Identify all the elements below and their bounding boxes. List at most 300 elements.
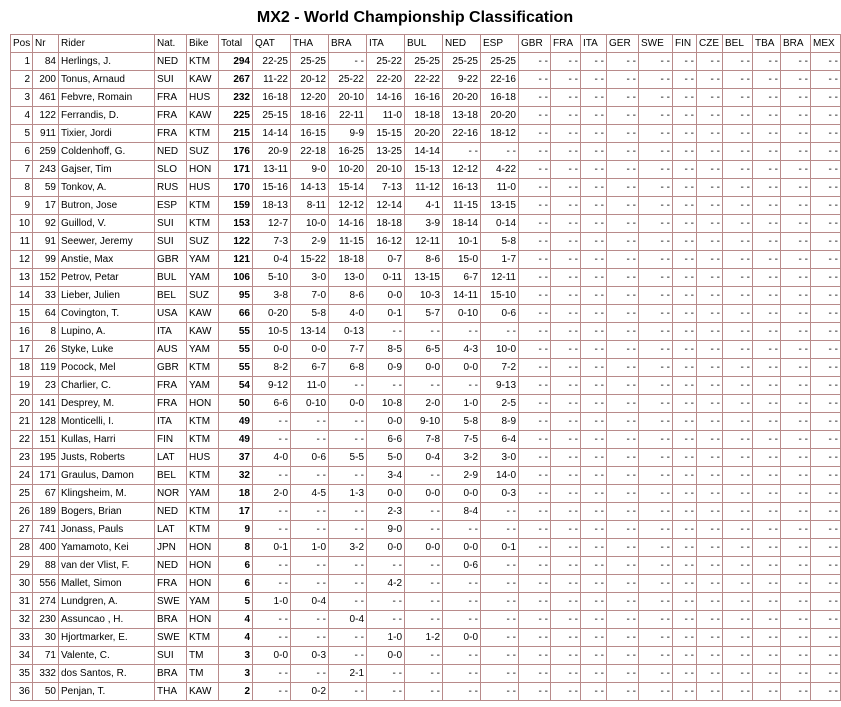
result-cell: - - xyxy=(723,647,753,665)
result-cell: 0-6 xyxy=(291,449,329,467)
result-cell: - - xyxy=(639,377,673,395)
result-cell: - - xyxy=(443,521,481,539)
position-cell: 25 xyxy=(11,485,33,503)
result-cell: - - xyxy=(519,251,551,269)
result-cell: 22-11 xyxy=(329,107,367,125)
result-cell: 0-2 xyxy=(291,683,329,701)
result-cell: - - xyxy=(253,575,291,593)
result-cell: - - xyxy=(697,467,723,485)
result-cell: 3-8 xyxy=(253,287,291,305)
result-cell: - - xyxy=(581,521,607,539)
result-cell: - - xyxy=(329,521,367,539)
result-cell: 16-15 xyxy=(291,125,329,143)
result-cell: - - xyxy=(673,125,697,143)
result-cell: 22-18 xyxy=(291,143,329,161)
rider-cell: Covington, T. xyxy=(59,305,155,323)
nation-cell: GBR xyxy=(155,251,187,269)
result-cell: - - xyxy=(581,413,607,431)
result-cell: - - xyxy=(697,143,723,161)
col-header-round: BUL xyxy=(405,35,443,53)
col-header-pos: Pos xyxy=(11,35,33,53)
result-cell: - - xyxy=(551,359,581,377)
col-header-nr: Nr xyxy=(33,35,59,53)
result-cell: - - xyxy=(781,575,811,593)
table-row xyxy=(11,521,841,539)
nation-cell: NED xyxy=(155,503,187,521)
result-cell: 5-8 xyxy=(481,233,519,251)
rider-cell: Febvre, Romain xyxy=(59,89,155,107)
number-cell: 141 xyxy=(33,395,59,413)
result-cell: 16-18 xyxy=(253,89,291,107)
nation-cell: GBR xyxy=(155,359,187,377)
result-cell: - - xyxy=(811,359,841,377)
result-cell: - - xyxy=(723,521,753,539)
result-cell: - - xyxy=(581,287,607,305)
result-cell: - - xyxy=(781,665,811,683)
rider-cell: Mallet, Simon xyxy=(59,575,155,593)
result-cell: - - xyxy=(519,161,551,179)
result-cell: - - xyxy=(329,431,367,449)
nation-cell: BRA xyxy=(155,611,187,629)
col-header-round: QAT xyxy=(253,35,291,53)
result-cell: - - xyxy=(697,683,723,701)
nation-cell: USA xyxy=(155,305,187,323)
result-cell: - - xyxy=(607,683,639,701)
classification-table xyxy=(10,34,841,701)
result-cell: 10-8 xyxy=(367,395,405,413)
position-cell: 28 xyxy=(11,539,33,557)
result-cell: - - xyxy=(781,53,811,71)
result-cell: - - xyxy=(753,593,781,611)
result-cell: - - xyxy=(581,467,607,485)
result-cell: 3-2 xyxy=(329,539,367,557)
result-cell: - - xyxy=(723,629,753,647)
result-cell: - - xyxy=(811,215,841,233)
result-cell: - - xyxy=(673,341,697,359)
result-cell: - - xyxy=(551,341,581,359)
rider-cell: Herlings, J. xyxy=(59,53,155,71)
rider-cell: Pocock, Mel xyxy=(59,359,155,377)
result-cell: - - xyxy=(519,269,551,287)
table-row xyxy=(11,377,841,395)
result-cell: - - xyxy=(329,413,367,431)
result-cell: 8-4 xyxy=(443,503,481,521)
result-cell: - - xyxy=(607,341,639,359)
result-cell: - - xyxy=(581,143,607,161)
result-cell: - - xyxy=(723,269,753,287)
total-cell: 3 xyxy=(219,665,253,683)
result-cell: 18-18 xyxy=(405,107,443,125)
col-header-round: ITA xyxy=(367,35,405,53)
nation-cell: SUI xyxy=(155,233,187,251)
result-cell: - - xyxy=(673,395,697,413)
result-cell: 13-15 xyxy=(405,269,443,287)
result-cell: - - xyxy=(697,431,723,449)
result-cell: - - xyxy=(405,665,443,683)
result-cell: - - xyxy=(811,647,841,665)
result-cell: 10-20 xyxy=(329,161,367,179)
result-cell: - - xyxy=(551,413,581,431)
result-cell: 9-10 xyxy=(405,413,443,431)
result-cell: 8-5 xyxy=(367,341,405,359)
result-cell: 25-25 xyxy=(481,53,519,71)
result-cell: - - xyxy=(253,467,291,485)
number-cell: 59 xyxy=(33,179,59,197)
number-cell: 274 xyxy=(33,593,59,611)
number-cell: 84 xyxy=(33,53,59,71)
nation-cell: BEL xyxy=(155,287,187,305)
result-cell: 0-14 xyxy=(481,215,519,233)
result-cell: - - xyxy=(329,53,367,71)
result-cell: - - xyxy=(723,485,753,503)
col-header-total: Total xyxy=(219,35,253,53)
result-cell: 4-3 xyxy=(443,341,481,359)
result-cell: - - xyxy=(581,377,607,395)
result-cell: 22-16 xyxy=(481,71,519,89)
bike-cell: KTM xyxy=(187,629,219,647)
result-cell: - - xyxy=(811,593,841,611)
total-cell: 55 xyxy=(219,323,253,341)
result-cell: 12-11 xyxy=(405,233,443,251)
result-cell: 9-13 xyxy=(481,377,519,395)
result-cell: - - xyxy=(811,683,841,701)
result-cell: - - xyxy=(639,503,673,521)
result-cell: 10-0 xyxy=(481,341,519,359)
number-cell: 92 xyxy=(33,215,59,233)
result-cell: 6-4 xyxy=(481,431,519,449)
result-cell: - - xyxy=(443,377,481,395)
result-cell: 7-2 xyxy=(481,359,519,377)
result-cell: - - xyxy=(291,557,329,575)
result-cell: 16-18 xyxy=(481,89,519,107)
number-cell: 99 xyxy=(33,251,59,269)
total-cell: 4 xyxy=(219,629,253,647)
result-cell: - - xyxy=(551,233,581,251)
result-cell: - - xyxy=(551,125,581,143)
result-cell: - - xyxy=(781,305,811,323)
result-cell: 0-0 xyxy=(367,287,405,305)
result-cell: - - xyxy=(781,323,811,341)
result-cell: - - xyxy=(607,593,639,611)
result-cell: - - xyxy=(551,161,581,179)
result-cell: - - xyxy=(673,521,697,539)
result-cell: 7-0 xyxy=(291,287,329,305)
result-cell: - - xyxy=(639,125,673,143)
result-cell: 4-5 xyxy=(291,485,329,503)
result-cell: 1-7 xyxy=(481,251,519,269)
position-cell: 11 xyxy=(11,233,33,251)
result-cell: 0-0 xyxy=(367,539,405,557)
result-cell: - - xyxy=(673,323,697,341)
result-cell: - - xyxy=(673,467,697,485)
result-cell: 9-0 xyxy=(367,521,405,539)
table-row xyxy=(11,539,841,557)
result-cell: - - xyxy=(811,575,841,593)
result-cell: - - xyxy=(673,683,697,701)
col-header-bike: Bike xyxy=(187,35,219,53)
result-cell: 0-6 xyxy=(443,557,481,575)
col-header-round: BRA xyxy=(329,35,367,53)
result-cell: 1-3 xyxy=(329,485,367,503)
number-cell: 556 xyxy=(33,575,59,593)
result-cell: 14-11 xyxy=(443,287,481,305)
result-cell: - - xyxy=(781,161,811,179)
table-row xyxy=(11,161,841,179)
result-cell: 10-3 xyxy=(405,287,443,305)
result-cell: - - xyxy=(781,89,811,107)
result-cell: - - xyxy=(673,485,697,503)
result-cell: - - xyxy=(519,485,551,503)
total-cell: 17 xyxy=(219,503,253,521)
position-cell: 20 xyxy=(11,395,33,413)
result-cell: 3-2 xyxy=(443,449,481,467)
table-row xyxy=(11,287,841,305)
result-cell: - - xyxy=(551,71,581,89)
result-cell: 13-15 xyxy=(481,197,519,215)
result-cell: 5-0 xyxy=(367,449,405,467)
result-cell: - - xyxy=(639,89,673,107)
result-cell: - - xyxy=(607,521,639,539)
result-cell: - - xyxy=(405,647,443,665)
bike-cell: KAW xyxy=(187,107,219,125)
result-cell: - - xyxy=(607,143,639,161)
result-cell: - - xyxy=(405,683,443,701)
rider-cell: van der Vlist, F. xyxy=(59,557,155,575)
result-cell: 22-25 xyxy=(253,53,291,71)
result-cell: - - xyxy=(639,449,673,467)
total-cell: 37 xyxy=(219,449,253,467)
result-cell: 20-10 xyxy=(329,89,367,107)
result-cell: - - xyxy=(607,449,639,467)
result-cell: 6-7 xyxy=(443,269,481,287)
rider-cell: Lieber, Julien xyxy=(59,287,155,305)
result-cell: - - xyxy=(811,323,841,341)
nation-cell: ITA xyxy=(155,323,187,341)
result-cell: 0-0 xyxy=(329,395,367,413)
table-row xyxy=(11,395,841,413)
result-cell: - - xyxy=(673,647,697,665)
result-cell: - - xyxy=(607,539,639,557)
rider-cell: Tonus, Arnaud xyxy=(59,71,155,89)
bike-cell: YAM xyxy=(187,251,219,269)
position-cell: 36 xyxy=(11,683,33,701)
result-cell: 0-1 xyxy=(253,539,291,557)
result-cell: 9-22 xyxy=(443,71,481,89)
result-cell: - - xyxy=(753,161,781,179)
result-cell: - - xyxy=(811,53,841,71)
rider-cell: Justs, Roberts xyxy=(59,449,155,467)
result-cell: 2-3 xyxy=(367,503,405,521)
col-header-round: ITA xyxy=(581,35,607,53)
result-cell: 20-20 xyxy=(443,89,481,107)
result-cell: - - xyxy=(581,485,607,503)
result-cell: 25-25 xyxy=(291,53,329,71)
rider-cell: dos Santos, R. xyxy=(59,665,155,683)
result-cell: - - xyxy=(811,377,841,395)
rider-cell: Seewer, Jeremy xyxy=(59,233,155,251)
number-cell: 88 xyxy=(33,557,59,575)
total-cell: 153 xyxy=(219,215,253,233)
result-cell: - - xyxy=(753,233,781,251)
result-cell: 0-3 xyxy=(291,647,329,665)
total-cell: 106 xyxy=(219,269,253,287)
result-cell: - - xyxy=(581,161,607,179)
result-cell: - - xyxy=(405,467,443,485)
result-cell: - - xyxy=(581,125,607,143)
result-cell: - - xyxy=(697,647,723,665)
result-cell: - - xyxy=(481,143,519,161)
result-cell: - - xyxy=(607,89,639,107)
result-cell: - - xyxy=(519,683,551,701)
result-cell: - - xyxy=(723,197,753,215)
result-cell: - - xyxy=(581,359,607,377)
result-cell: 0-0 xyxy=(443,539,481,557)
total-cell: 54 xyxy=(219,377,253,395)
position-cell: 33 xyxy=(11,629,33,647)
result-cell: - - xyxy=(551,53,581,71)
result-cell: - - xyxy=(697,665,723,683)
result-cell: - - xyxy=(607,611,639,629)
result-cell: - - xyxy=(697,359,723,377)
result-cell: 0-0 xyxy=(367,413,405,431)
result-cell: - - xyxy=(581,503,607,521)
result-cell: - - xyxy=(753,431,781,449)
result-cell: - - xyxy=(481,503,519,521)
result-cell: - - xyxy=(781,197,811,215)
result-cell: - - xyxy=(811,125,841,143)
nation-cell: ESP xyxy=(155,197,187,215)
col-header-round: SWE xyxy=(639,35,673,53)
result-cell: - - xyxy=(329,377,367,395)
result-cell: - - xyxy=(753,53,781,71)
position-cell: 6 xyxy=(11,143,33,161)
result-cell: - - xyxy=(697,161,723,179)
position-cell: 12 xyxy=(11,251,33,269)
result-cell: 16-25 xyxy=(329,143,367,161)
result-cell: 4-2 xyxy=(367,575,405,593)
result-cell: - - xyxy=(811,395,841,413)
result-cell: - - xyxy=(673,161,697,179)
number-cell: 67 xyxy=(33,485,59,503)
result-cell: 8-11 xyxy=(291,197,329,215)
result-cell: 10-0 xyxy=(291,215,329,233)
bike-cell: KTM xyxy=(187,503,219,521)
result-cell: 25-15 xyxy=(253,107,291,125)
result-cell: - - xyxy=(781,521,811,539)
result-cell: - - xyxy=(811,71,841,89)
result-cell: - - xyxy=(443,647,481,665)
result-cell: 0-0 xyxy=(443,629,481,647)
result-cell: - - xyxy=(639,629,673,647)
nation-cell: SLO xyxy=(155,161,187,179)
result-cell: 0-0 xyxy=(405,539,443,557)
result-cell: - - xyxy=(519,377,551,395)
result-cell: - - xyxy=(519,53,551,71)
number-cell: 71 xyxy=(33,647,59,665)
bike-cell: TM xyxy=(187,647,219,665)
result-cell: - - xyxy=(551,611,581,629)
result-cell: - - xyxy=(673,413,697,431)
result-cell: - - xyxy=(753,647,781,665)
result-cell: - - xyxy=(291,467,329,485)
total-cell: 176 xyxy=(219,143,253,161)
result-cell: 0-1 xyxy=(367,305,405,323)
result-cell: - - xyxy=(581,269,607,287)
result-cell: - - xyxy=(723,467,753,485)
result-cell: - - xyxy=(753,197,781,215)
result-cell: - - xyxy=(581,629,607,647)
table-row xyxy=(11,305,841,323)
table-row xyxy=(11,53,841,71)
result-cell: 15-14 xyxy=(329,179,367,197)
result-cell: - - xyxy=(697,593,723,611)
result-cell: - - xyxy=(481,557,519,575)
result-cell: 11-15 xyxy=(443,197,481,215)
result-cell: 14-14 xyxy=(405,143,443,161)
result-cell: - - xyxy=(639,287,673,305)
result-cell: - - xyxy=(481,629,519,647)
total-cell: 5 xyxy=(219,593,253,611)
rider-cell: Butron, Jose xyxy=(59,197,155,215)
result-cell: 18-18 xyxy=(329,251,367,269)
result-cell: - - xyxy=(443,143,481,161)
result-cell: - - xyxy=(781,557,811,575)
result-cell: 9-12 xyxy=(253,377,291,395)
result-cell: 12-12 xyxy=(443,161,481,179)
col-header-round: TBA xyxy=(753,35,781,53)
result-cell: 25-25 xyxy=(443,53,481,71)
result-cell: - - xyxy=(811,431,841,449)
number-cell: 332 xyxy=(33,665,59,683)
result-cell: - - xyxy=(639,215,673,233)
result-cell: - - xyxy=(697,125,723,143)
bike-cell: KTM xyxy=(187,197,219,215)
result-cell: - - xyxy=(551,665,581,683)
result-cell: - - xyxy=(481,611,519,629)
header-row xyxy=(11,35,841,53)
nation-cell: NED xyxy=(155,143,187,161)
result-cell: 14-0 xyxy=(481,467,519,485)
result-cell: - - xyxy=(519,215,551,233)
position-cell: 35 xyxy=(11,665,33,683)
result-cell: - - xyxy=(781,683,811,701)
result-cell: - - xyxy=(607,575,639,593)
result-cell: - - xyxy=(581,215,607,233)
result-cell: - - xyxy=(639,233,673,251)
result-cell: - - xyxy=(673,593,697,611)
table-row xyxy=(11,647,841,665)
result-cell: 2-1 xyxy=(329,665,367,683)
result-cell: - - xyxy=(697,485,723,503)
result-cell: - - xyxy=(607,647,639,665)
result-cell: - - xyxy=(639,665,673,683)
result-cell: 0-0 xyxy=(443,359,481,377)
total-cell: 171 xyxy=(219,161,253,179)
result-cell: - - xyxy=(581,341,607,359)
result-cell: - - xyxy=(753,215,781,233)
bike-cell: YAM xyxy=(187,269,219,287)
result-cell: - - xyxy=(551,89,581,107)
result-cell: - - xyxy=(697,611,723,629)
result-cell: - - xyxy=(607,431,639,449)
result-cell: - - xyxy=(551,503,581,521)
result-cell: - - xyxy=(551,269,581,287)
result-cell: - - xyxy=(639,161,673,179)
result-cell: - - xyxy=(367,611,405,629)
result-cell: - - xyxy=(723,161,753,179)
number-cell: 91 xyxy=(33,233,59,251)
result-cell: - - xyxy=(673,107,697,125)
